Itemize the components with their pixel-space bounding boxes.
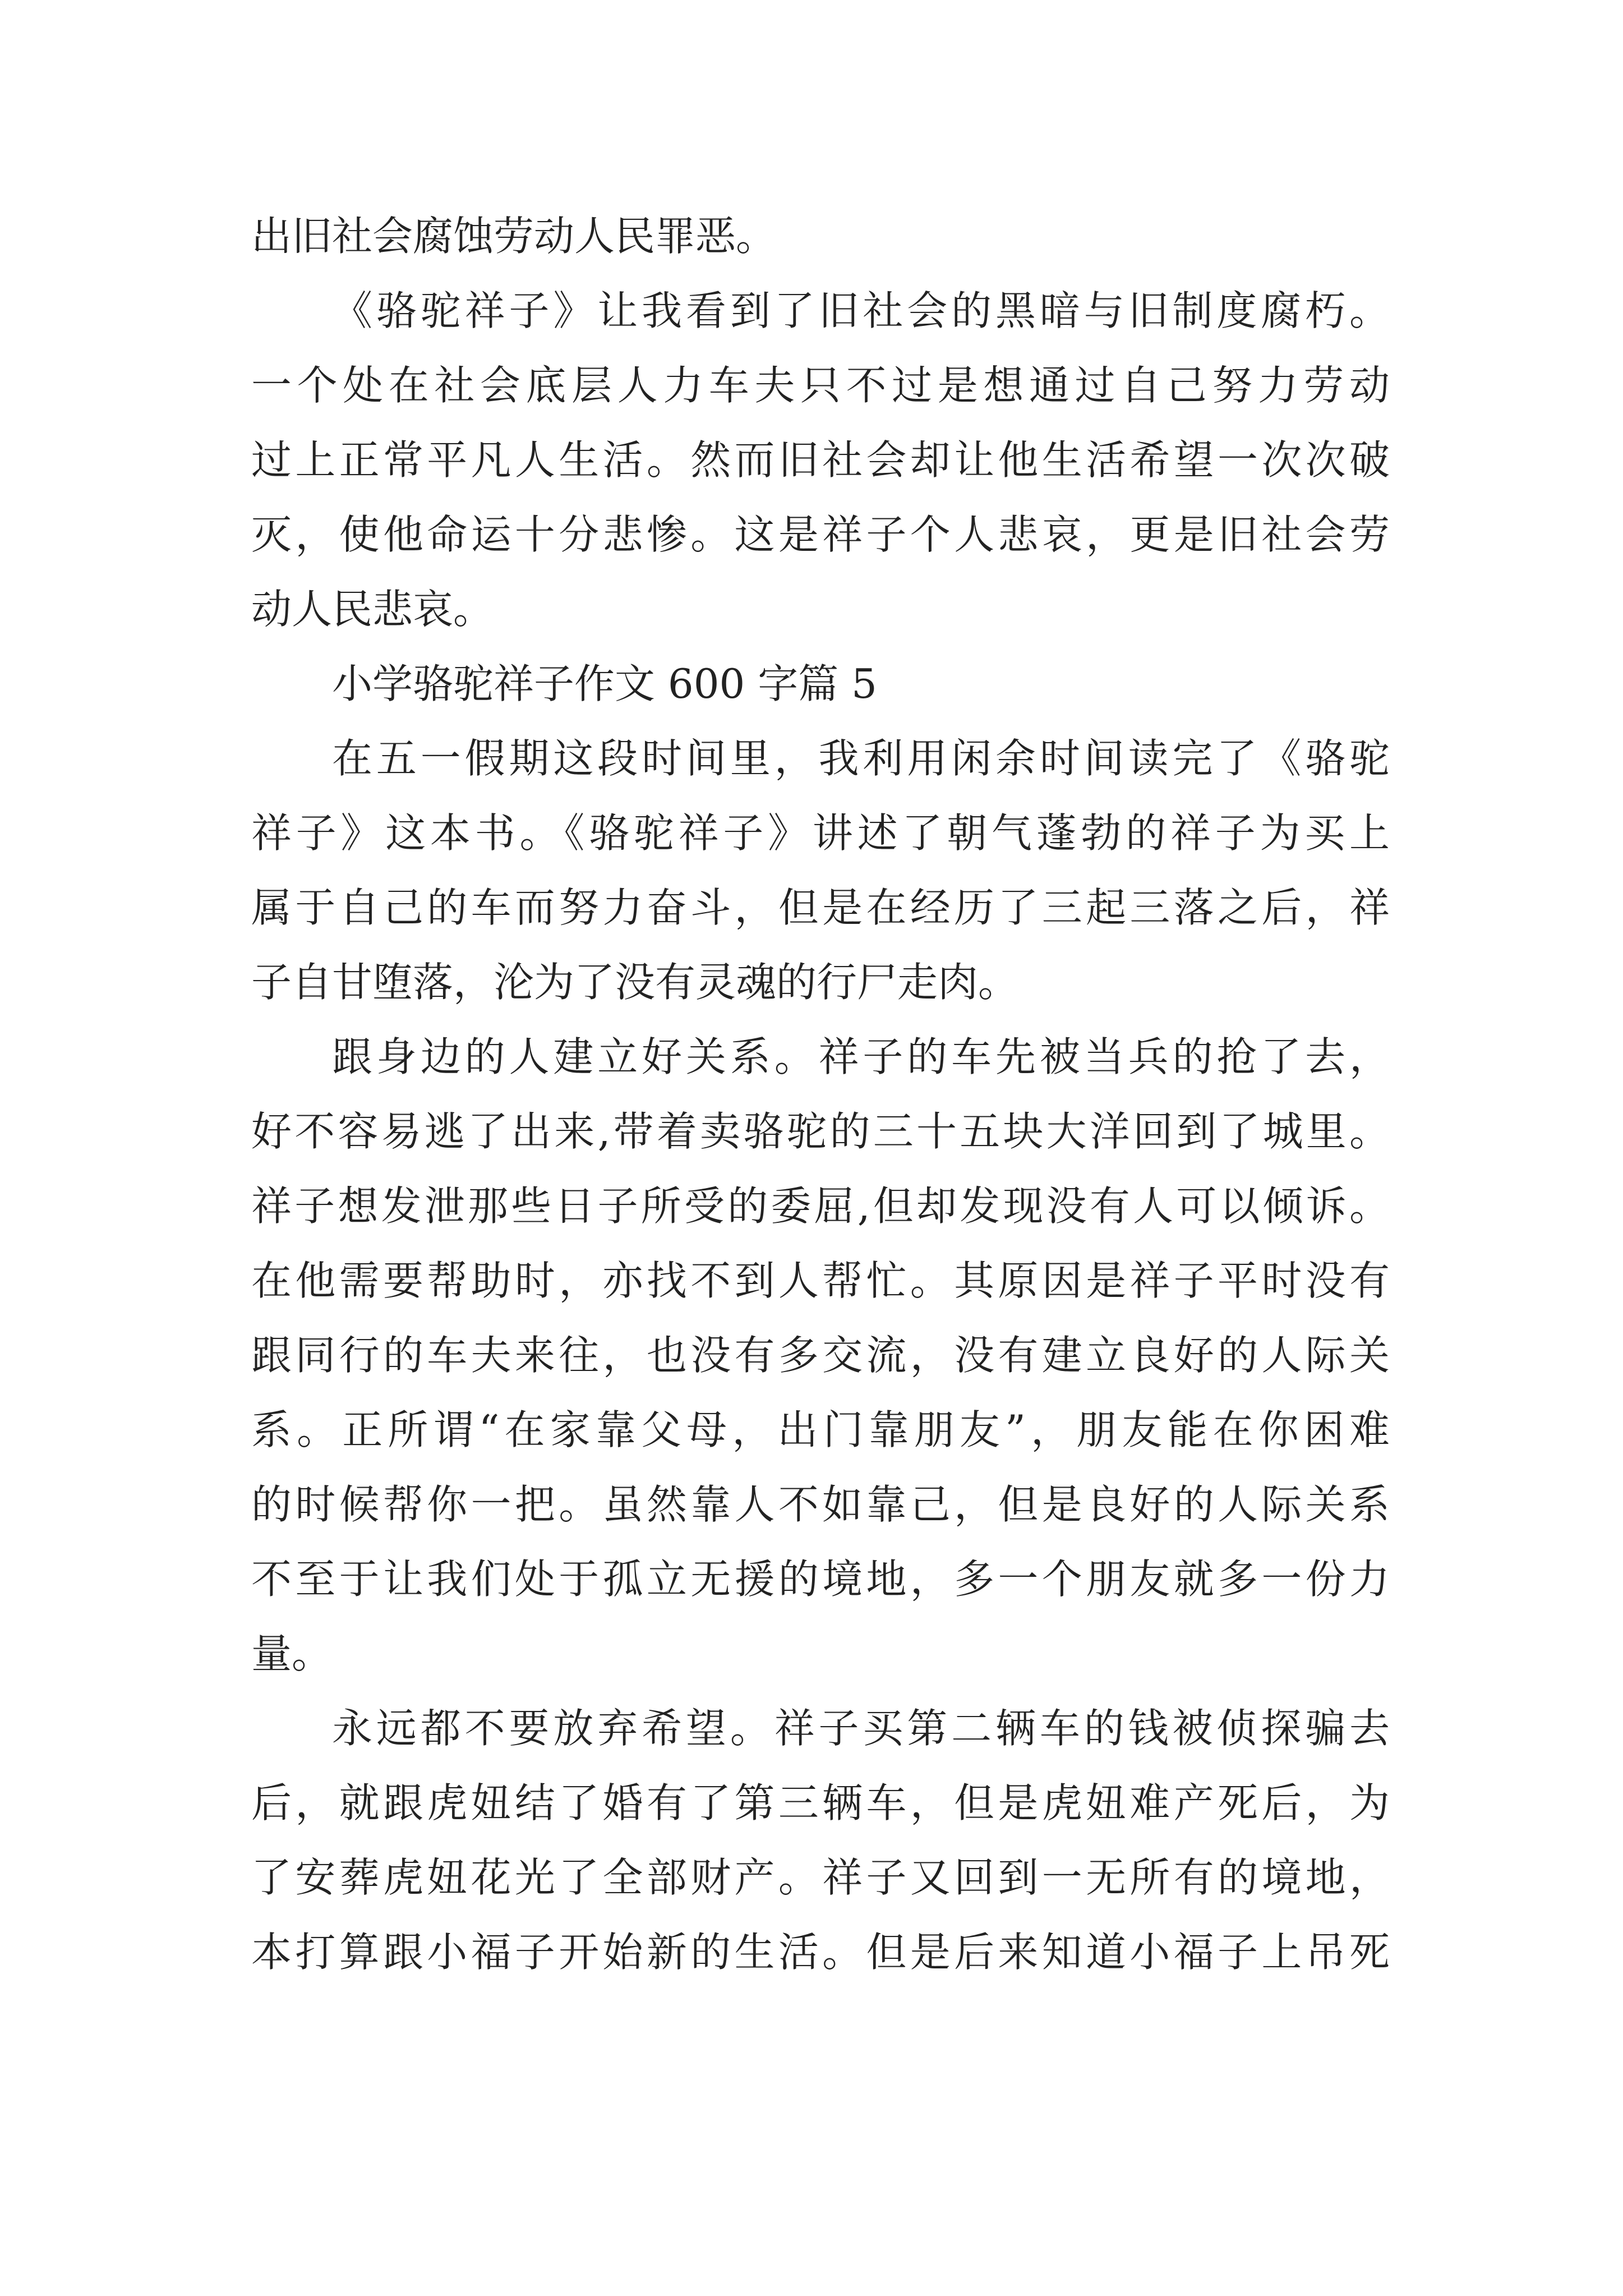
text-line: 子自甘堕落，沦为了没有灵魂的行尸走肉。 [251,959,1019,1006]
text-line: 本打算跟小福子开始新的生活。但是后来知道小福子上吊死 [251,1929,1390,1976]
text-line: 系。正所谓“在家靠父母，出门靠朋友”，朋友能在你困难 [251,1406,1390,1453]
text-line: 跟身边的人建立好关系。祥子的车先被当兵的抢了去， [332,1033,1390,1080]
text-line: 动人民悲哀。 [251,586,494,633]
text-line: 属于自己的车而努力奋斗，但是在经历了三起三落之后，祥 [251,884,1390,931]
paragraph-2 [251,274,1390,647]
paragraph-5 [251,1691,1390,1990]
text-line: 的时候帮你一把。虽然靠人不如靠己，但是良好的人际关系 [251,1481,1390,1528]
paragraph-1 [251,199,1390,274]
document-body [251,199,1390,1990]
heading-text: 小学骆驼祥子作文 600 字篇 5 [332,660,877,707]
paragraph-4 [251,1020,1390,1691]
text-line: 不至于让我们处于孤立无援的境地，多一个朋友就多一份力 [251,1556,1390,1603]
text-line: 后，就跟虎妞结了婚有了第三辆车，但是虎妞难产死后，为 [251,1779,1390,1826]
text-line: 跟同行的车夫来往，也没有多交流，没有建立良好的人际关 [251,1332,1390,1379]
text-line: 在五一假期这段时间里，我利用闲余时间读完了《骆驼 [332,735,1390,782]
text-line: 出旧社会腐蚀劳动人民罪恶。 [251,213,777,260]
text-line: 过上正常平凡人生活。然而旧社会却让他生活希望一次次破 [251,436,1390,484]
text-line: 祥子想发泄那些日子所受的委屈,但却发现没有人可以倾诉。 [251,1182,1390,1230]
text-line: 《骆驼祥子》让我看到了旧社会的黑暗与旧制度腐朽。 [332,287,1390,334]
text-line: 在他需要帮助时，亦找不到人帮忙。其原因是祥子平时没有 [251,1257,1390,1304]
text-line: 好不容易逃了出来,带着卖骆驼的三十五块大洋回到了城里。 [251,1108,1390,1155]
text-line: 了安葬虎妞花光了全部财产。祥子又回到一无所有的境地， [251,1854,1390,1901]
text-line: 一个处在社会底层人力车夫只不过是想通过自己努力劳动 [251,362,1390,409]
text-line: 量。 [251,1630,333,1677]
text-line: 祥子》这本书。《骆驼祥子》讲述了朝气蓬勃的祥子为买上 [251,809,1390,857]
section-heading [251,647,1390,721]
paragraph-3 [251,721,1390,1020]
text-line: 永远都不要放弃希望。祥子买第二辆车的钱被侦探骗去 [332,1705,1390,1752]
text-line: 灭，使他命运十分悲惨。这是祥子个人悲哀，更是旧社会劳 [251,511,1390,558]
